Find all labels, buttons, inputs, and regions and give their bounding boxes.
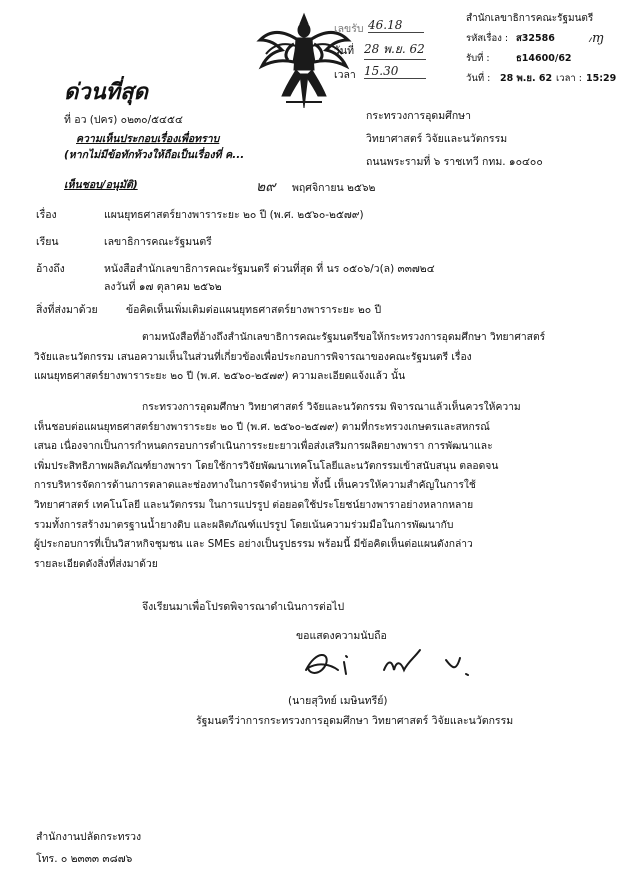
approval-note-1: ความเห็นประกอบเรื่องเพื่อทราบ	[76, 133, 220, 145]
paragraph-line: การบริหารจัดการด้านการตลาดและช่องทางในการจัดจำหน่าย ทั้งนี้ เห็นควรให้ความสำคัญในการใช้	[34, 479, 476, 492]
footer-office: สำนักงานปลัดกระทรวง	[36, 831, 142, 843]
stamp-date-value-2: 28 พ.ย. 62	[500, 73, 553, 84]
stamp-date-value: 28 พ.ย. 62	[364, 40, 426, 60]
handwritten-signature	[296, 640, 496, 688]
paragraph-line: รายละเอียดดังสิ่งที่ส่งมาด้วย	[34, 557, 158, 570]
signer-name: (นายสุวิทย์ เมษินทรีย์)	[288, 695, 388, 707]
reference-label: อ้างถึง	[36, 263, 65, 275]
stamp-time-label: เวลา	[334, 69, 356, 81]
to-text: เลขาธิการคณะรัฐมนตรี	[104, 236, 212, 248]
body-paragraph-3: จึงเรียนมาเพื่อโปรดพิจารณาดำเนินการต่อไป	[142, 601, 345, 613]
footer-phone: โทร. ๐ ๒๓๓๓ ๓๘๗๖	[36, 853, 133, 865]
stamp-date-label: วันที่	[334, 45, 354, 57]
closing-text: ขอแสดงความนับถือ	[296, 630, 387, 642]
paragraph-line: ผู้ประกอบการที่เป็นวิสาหกิจชุมชน และ SMEs อย่างเป็นรูปธรรม พร้อมนี้ มีข้อคิดเห็นต่อแผนดังกล่าว	[34, 538, 473, 551]
sender-address-line-2: วิทยาศาสตร์ วิจัยและนวัตกรรม	[366, 133, 508, 145]
stamp-code-label: รหัสเรื่อง :	[466, 33, 509, 44]
approval-note-2: (หากไม่มีข้อทักท้วงให้ถือเป็นเรื่องที่ ค...	[64, 149, 245, 161]
paragraph-line: เพิ่มประสิทธิภาพผลิตภัณฑ์ยางพารา โดยใช้การวิจัยพัฒนาเทคโนโลยีและนวัตกรรมเข้าสนับสนุน ตลอดจน	[34, 459, 499, 472]
reference-line-1: หนังสือสำนักเลขาธิการคณะรัฐมนตรี ด่วนที่สุด ที่ นร ๐๕๐๖/ว(ล) ๓๓๗๒๔	[104, 263, 435, 275]
approval-note-3: เห็นชอบ/อนุมัติ)	[64, 179, 138, 191]
enclosure-label: สิ่งที่ส่งมาด้วย	[36, 304, 98, 316]
document-number: ที่ อว (ปคร) ๐๒๓๐/๕๔๕๔	[64, 114, 183, 126]
enclosure-text: ข้อคิดเห็นเพิ่มเติมต่อแผนยุทธศาสตร์ยางพาราระยะ ๒๐ ปี	[126, 304, 382, 316]
stamp-initials: ៸ɱ	[588, 31, 605, 46]
reference-line-2: ลงวันที่ ๑๗ ตุลาคม ๒๕๖๒	[104, 281, 222, 293]
stamp-office: สำนักเลขาธิการคณะรัฐมนตรี	[466, 13, 594, 24]
stamp-recv-value: ธ14600/62	[516, 53, 572, 64]
date-day: ๒๙	[256, 179, 276, 195]
stamp-no-label: เลขรับ	[334, 23, 364, 35]
paragraph-line: แผนยุทธศาสตร์ยางพาราระยะ ๒๐ ปี (พ.ศ. ๒๕๖๐-๒๕๗๙) ความละเอียดแจ้งแล้ว นั้น	[34, 370, 406, 383]
stamp-recv-label: รับที่ :	[466, 53, 490, 64]
to-label: เรียน	[36, 236, 59, 248]
sender-address-line-1: กระทรวงการอุดมศึกษา	[366, 110, 471, 122]
paragraph-line: วิจัยและนวัตกรรม เสนอความเห็นในส่วนที่เกี่ยวข้องเพื่อประกอบการพิจารณาของคณะรัฐมนตรี เรื่อง	[34, 350, 472, 363]
stamp-date-label-2: วันที่ :	[466, 73, 491, 84]
paragraph-line: ตามหนังสือที่อ้างถึงสำนักเลขาธิการคณะรัฐมนตรีขอให้กระทรวงการอุดมศึกษา วิทยาศาสตร์	[142, 331, 546, 343]
stamp-time-label-2: เวลา :	[556, 73, 582, 84]
date-month-year: พฤศจิกายน ๒๕๖๒	[292, 182, 376, 194]
signer-title: รัฐมนตรีว่าการกระทรวงการอุดมศึกษา วิทยาศาสตร์ วิจัยและนวัตกรรม	[196, 715, 514, 727]
paragraph-line: วิทยาศาสตร์ เทคโนโลยี และนวัตกรรม ในการแปรรูป ต่อยอดใช้ประโยชน์ยางพาราอย่างหลากหลาย	[34, 498, 474, 511]
stamp-time-value: 15.30	[364, 64, 426, 79]
receiving-stamp	[334, 14, 454, 84]
subject-label: เรื่อง	[36, 209, 57, 221]
urgency-heading: ด่วนที่สุด	[64, 80, 148, 105]
paragraph-line: เห็นชอบต่อแผนยุทธศาสตร์ยางพาราระยะ ๒๐ ปี (พ.ศ. ๒๕๖๐-๒๕๗๙) ตามที่กระทรวงเกษตรและสหกรณ์	[34, 420, 490, 433]
secretariat-stamp	[466, 12, 616, 92]
sender-address-line-3: ถนนพระรามที่ ๖ ราชเทวี กทม. ๑๐๔๐๐	[366, 156, 543, 168]
stamp-time-value-2: 15:29	[586, 73, 617, 84]
subject-text: แผนยุทธศาสตร์ยางพาราระยะ ๒๐ ปี (พ.ศ. ๒๕๖๐-๒๕๗๙)	[104, 209, 364, 221]
stamp-no-value: 46.18	[368, 18, 424, 33]
stamp-code-value: ส32586	[516, 33, 555, 44]
body-paragraph-1	[34, 328, 566, 387]
paragraph-line: รวมทั้งการสร้างมาตรฐานน้ำยางดิบ และผลิตภัณฑ์แปรรูป โดยเน้นความร่วมมือในการพัฒนากับ	[34, 518, 454, 531]
paragraph-line: เสนอ เนื่องจากเป็นการกำหนดกรอบการดำเนินการระยะยาวเพื่อส่งเสริมการผลิตยางพารา การพัฒนาและ	[34, 440, 493, 453]
paragraph-line: กระทรวงการอุดมศึกษา วิทยาศาสตร์ วิจัยและนวัตกรรม พิจารณาแล้วเห็นควรให้ความ	[142, 401, 521, 413]
body-paragraph-2	[34, 398, 566, 574]
